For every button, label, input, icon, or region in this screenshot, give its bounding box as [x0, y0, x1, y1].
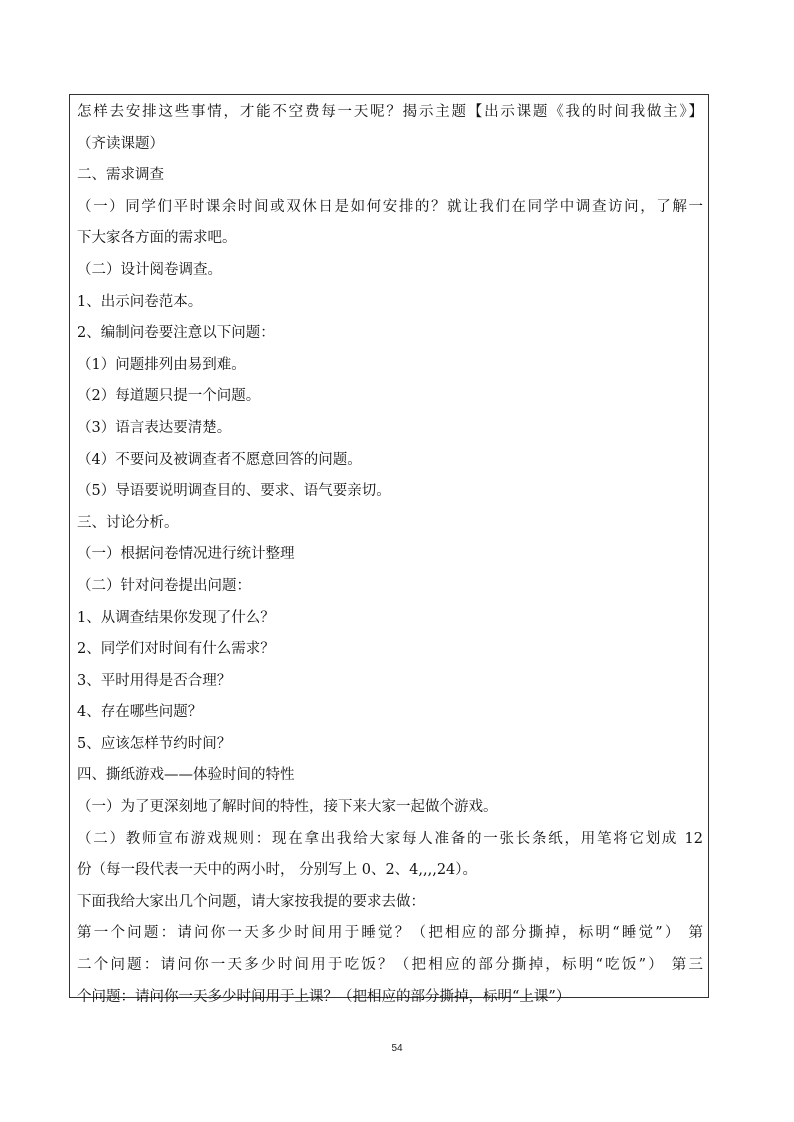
text-line: 下大家各方面的需求吧。 [77, 230, 237, 247]
section-heading: 三、讨论分析。 [77, 514, 179, 531]
section-heading: 二、需求调查 [77, 167, 164, 184]
text-line: 份（每一段代表一天中的两小时， 分别写上 0、2、4,,,,24）。 [77, 862, 478, 879]
text-line: （2）每道题只提一个问题。 [77, 388, 261, 405]
text-line: 2、同学们对时间有什么需求？ [77, 641, 275, 658]
text-line: 怎样去安排这些事情，才能不空费每一天呢？揭示主题【出示课题《我的时间我做主》】 [77, 104, 703, 120]
text-line: （二）教师宣布游戏规则：现在拿出我给大家每人准备的一张长条纸，用笔将它划成 12 [77, 830, 703, 847]
text-line: （一）根据问卷情况进行统计整理 [77, 546, 295, 563]
text-line: 下面我给大家出几个问题，请大家按我提的要求去做： [77, 893, 425, 910]
text-line: 第一个问题：请问你一天多少时间用于睡觉？（把相应的部分撕掉，标明“睡觉”） 第 [77, 925, 703, 942]
text-line: （3）语言表达要清楚。 [77, 419, 232, 436]
text-line: 5、应该怎样节约时间？ [77, 735, 232, 752]
text-line: 1、从调查结果你发现了什么？ [77, 609, 275, 626]
text-line: （齐读课题） [77, 135, 164, 152]
text-line: （1）问题排列由易到难。 [77, 356, 246, 373]
text-line: （二）设计阅卷调查。 [77, 261, 222, 278]
text-line: 2、编制问卷要注意以下问题： [77, 325, 275, 342]
text-line: （5）导语要说明调查目的、要求、语气要亲切。 [77, 483, 391, 500]
text-line: 1、出示问卷范本。 [77, 293, 203, 310]
section-heading: 四、撕纸游戏——体验时间的特性 [77, 767, 295, 784]
text-line: （一）为了更深刻地了解时间的特性，接下来大家一起做个游戏。 [77, 799, 498, 816]
text-line: 个问题：请问你一天多少时间用于上课？（把相应的部分撕掉，标明“上课”） [77, 988, 571, 1005]
lesson-text [77, 97, 703, 1013]
text-line: （二）针对问卷提出问题： [77, 577, 251, 594]
text-line: 4、存在哪些问题？ [77, 704, 203, 721]
text-line: 3、平时用得是否合理？ [77, 672, 232, 689]
text-line: （一）同学们平时课余时间或双休日是如何安排的？就让我们在同学中调查访问，了解一 [77, 198, 703, 215]
text-line: 二个问题：请问你一天多少时间用于吃饭？（把相应的部分撕掉，标明“吃饭”） 第三 [77, 957, 703, 974]
page-number: 54 [391, 1043, 403, 1054]
text-line: （4）不要问及被调查者不愿意回答的问题。 [77, 451, 362, 468]
